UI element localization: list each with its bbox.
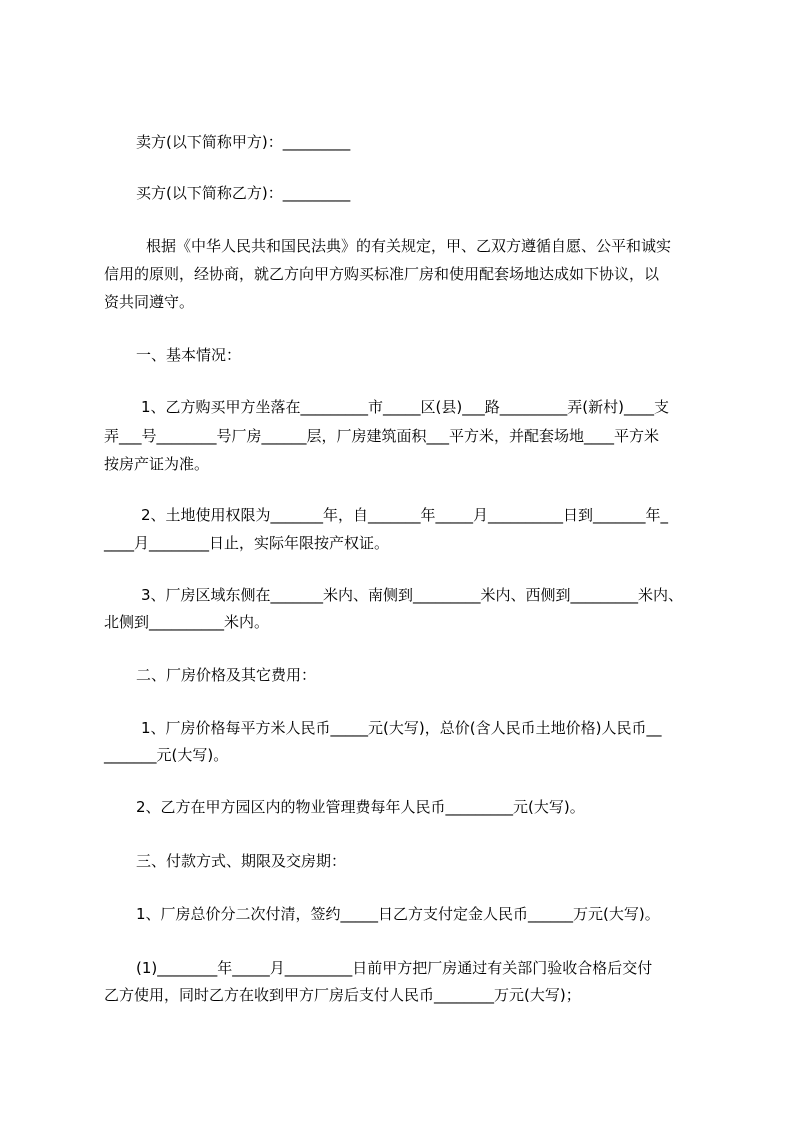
- preamble-line-1: 根据《中华人民共和国民法典》的有关规定，甲、乙双方遵循自愿、公平和诚实: [146, 237, 672, 255]
- buyer-line: 买方(以下简称乙方)：_________: [136, 184, 351, 202]
- s3-item1-line-1: 1、厂房总价分二次付清，签约_____日乙方支付定金人民币______万元(大写)。: [136, 905, 660, 923]
- s1-item2-line-2: ____月________日止，实际年限按产权证。: [104, 534, 390, 552]
- s1-item3-line-1: 3、厂房区域东侧在_______米内、南侧到_________米内、西侧到_________米内、: [141, 586, 684, 604]
- s3-sub1-line-1: (1)________年_____月_________日前甲方把厂房通过有关部门验收合格后交付: [136, 959, 653, 977]
- section1-heading: 一、基本情况：: [136, 346, 242, 364]
- s1-item1-line-1: 1、乙方购买甲方坐落在_________市_____区(县)___路_________弄(新村)____支: [141, 398, 669, 416]
- s2-item2-line-1: 2、乙方在甲方园区内的物业管理费每年人民币_________元(大写)。: [136, 798, 585, 816]
- preamble-line-2: 信用的原则，经协商，就乙方向甲方购买标准厂房和使用配套场地达成如下协议，以: [104, 265, 660, 283]
- section3-heading: 三、付款方式、期限及交房期：: [136, 852, 347, 870]
- s1-item3-line-2: 北侧到__________米内。: [104, 613, 270, 631]
- preamble-line-3: 资共同遵守。: [104, 293, 195, 311]
- s1-item2-line-1: 2、土地使用权限为_______年，自_______年_____月__________日到_______年_: [141, 506, 669, 524]
- s1-item1-line-2: 弄___号________号厂房______层，厂房建筑面积___平方米，并配套场地____平方米: [104, 427, 660, 445]
- s3-sub1-line-2: 乙方使用，同时乙方在收到甲方厂房后支付人民币________万元(大写)；: [104, 986, 581, 1004]
- seller-line: 卖方(以下简称甲方)：_________: [136, 133, 351, 151]
- s1-item1-line-3: 按房产证为准。: [104, 455, 210, 473]
- section2-heading: 二、厂房价格及其它费用：: [136, 666, 317, 684]
- s2-item1-line-2: _______元(大写)。: [104, 746, 229, 764]
- s2-item1-line-1: 1、厂房价格每平方米人民币_____元(大写)，总价(含人民币土地价格)人民币__: [141, 719, 662, 737]
